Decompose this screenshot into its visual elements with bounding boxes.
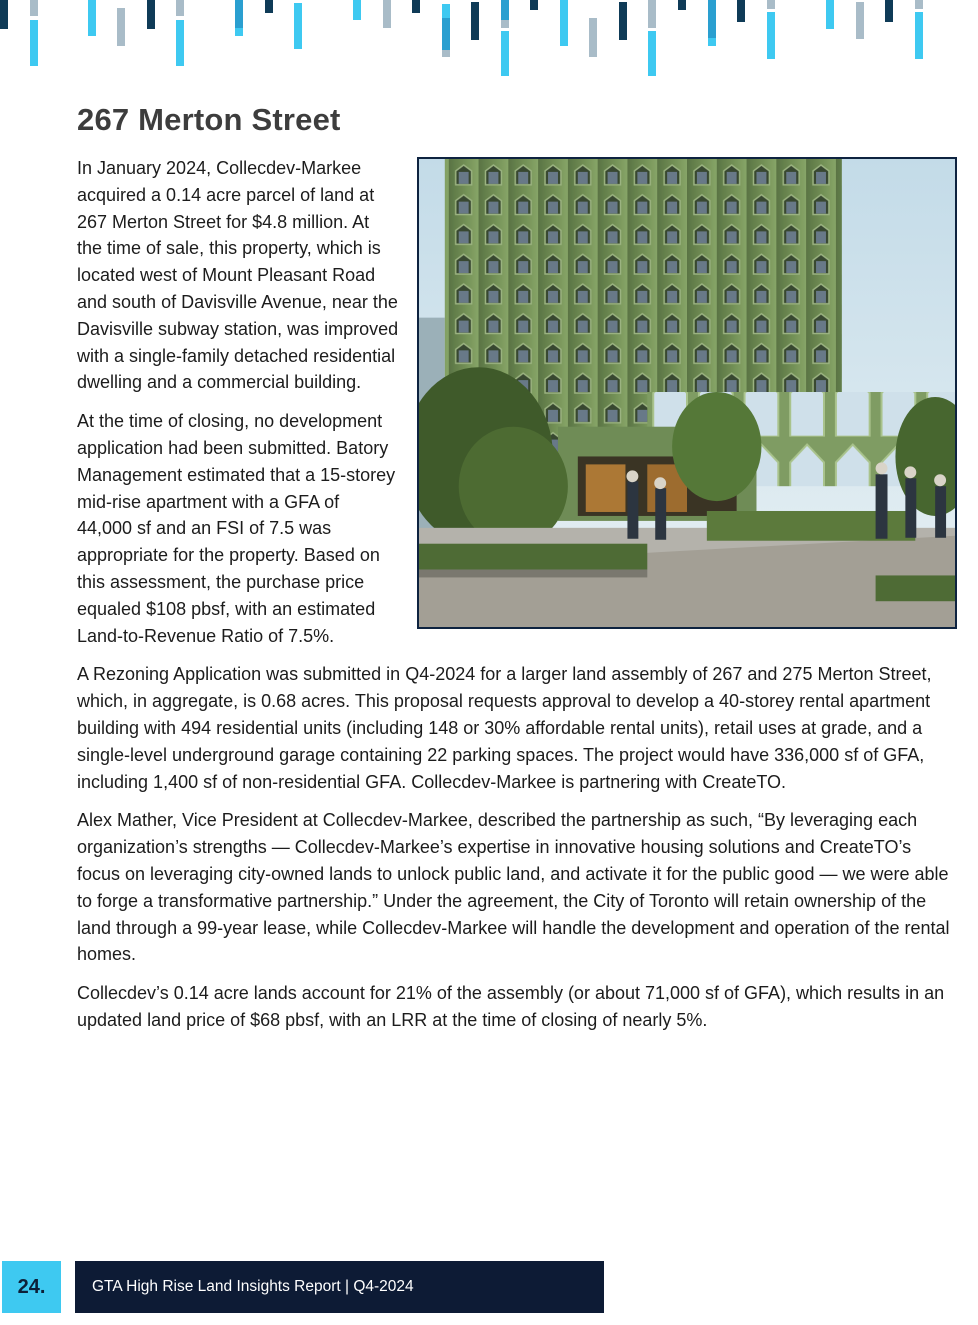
paragraph: Collecdev’s 0.14 acre lands account for 21% of the assembly (or about 71,000 sf of GFA), which results in an updated land price of $68 pbsf, with an LRR at the time of closing of nearly 5%.: [77, 983, 945, 1030]
header-bar: [915, 12, 923, 59]
header-bar: [648, 31, 656, 76]
header-bar: [265, 0, 273, 13]
header-bar: [0, 0, 8, 29]
header-bar: [619, 2, 627, 40]
article-body: [77, 155, 957, 1046]
header-bar: [678, 0, 686, 10]
paragraph: In January 2024, Collecdev-Markee acquired a 0.14 acre parcel of land at 267 Merton Street for $4.8 million. At the time of sale, this property, which is located west of Mount Pleasant Road and south of Davisville Avenue, near the Davisville subway station, was improved with a single-family detached residential dwelling and a commercial building.: [77, 158, 399, 393]
header-bar: [708, 38, 716, 46]
header-bar: [30, 0, 38, 16]
report-title: GTA High Rise Land Insights Report | Q4-2024: [75, 1261, 604, 1313]
header-bar: [383, 0, 391, 28]
header-bar: [501, 31, 509, 76]
header-bar: [147, 0, 155, 29]
header-bar: [708, 0, 716, 38]
header-bar: [235, 0, 243, 28]
header-bar: [501, 20, 509, 28]
header-bar: [353, 0, 361, 20]
header-bar: [471, 2, 479, 40]
header-bar: [767, 0, 775, 9]
paragraph: Alex Mather, Vice President at Collecdev-Markee, described the partnership as such, “By leveraging each organization’s strengths — Collecdev-Markee’s expertise in innovative housing solutions and CreateTO’s focus on leveraging city-owned lands to unlock public land, and activate it for the public good — we were able to forge a transformative partnership.” Under the agreement, the City of Toronto will retain ownership of the land through a 99-year lease, while Collecdev-Markee will handle the development and operation of the rental homes.: [77, 810, 950, 965]
paragraph: At the time of closing, no development application had been submitted. Batory Management estimated that a 15-storey mid-rise apartment with a GFA of 44,000 sf and an FSI of 7.5 was appropriate for the property. Based on this assessment, the purchase price equaled $108 pbsf, with an estimated Land-to-Revenue Ratio of 7.5%.: [77, 411, 396, 646]
paragraph: A Rezoning Application was submitted in Q4-2024 for a larger land assembly of 267 and 275 Merton Street, which, in aggregate, is 0.68 acres. This proposal requests approval to develop a 40-storey rental apartment building with 494 residential units (including 148 or 30% affordable rental units), retail uses at grade, and a single-level underground garage containing 22 parking spaces. The project would have 336,000 sf of GFA, including 1,400 sf of non-residential GFA. Collecdev-Markee is partnering with CreateTO.: [77, 664, 932, 792]
header-decoration-bars: [0, 0, 978, 80]
header-bar: [826, 0, 834, 29]
header-bar: [294, 3, 302, 49]
header-bar: [442, 4, 450, 18]
building-rendering-image: [417, 157, 957, 629]
header-bar: [915, 0, 923, 9]
header-bar: [117, 8, 125, 46]
header-bar: [30, 20, 38, 66]
header-bar: [856, 2, 864, 39]
header-bar: [176, 0, 184, 16]
header-bar: [885, 0, 893, 22]
header-bar: [412, 0, 420, 13]
header-bar: [442, 18, 450, 50]
page-number: 24.: [2, 1261, 61, 1313]
header-bar: [235, 28, 243, 36]
header-bar: [560, 0, 568, 46]
header-bar: [648, 0, 656, 28]
header-bar: [737, 0, 745, 22]
header-bar: [767, 12, 775, 59]
header-bar: [88, 0, 96, 36]
header-bar: [442, 50, 450, 57]
article-title: 267 Merton Street: [77, 102, 341, 137]
header-bar: [176, 20, 184, 66]
header-bar: [501, 0, 509, 20]
header-bar: [589, 18, 597, 57]
header-bar: [530, 0, 538, 10]
